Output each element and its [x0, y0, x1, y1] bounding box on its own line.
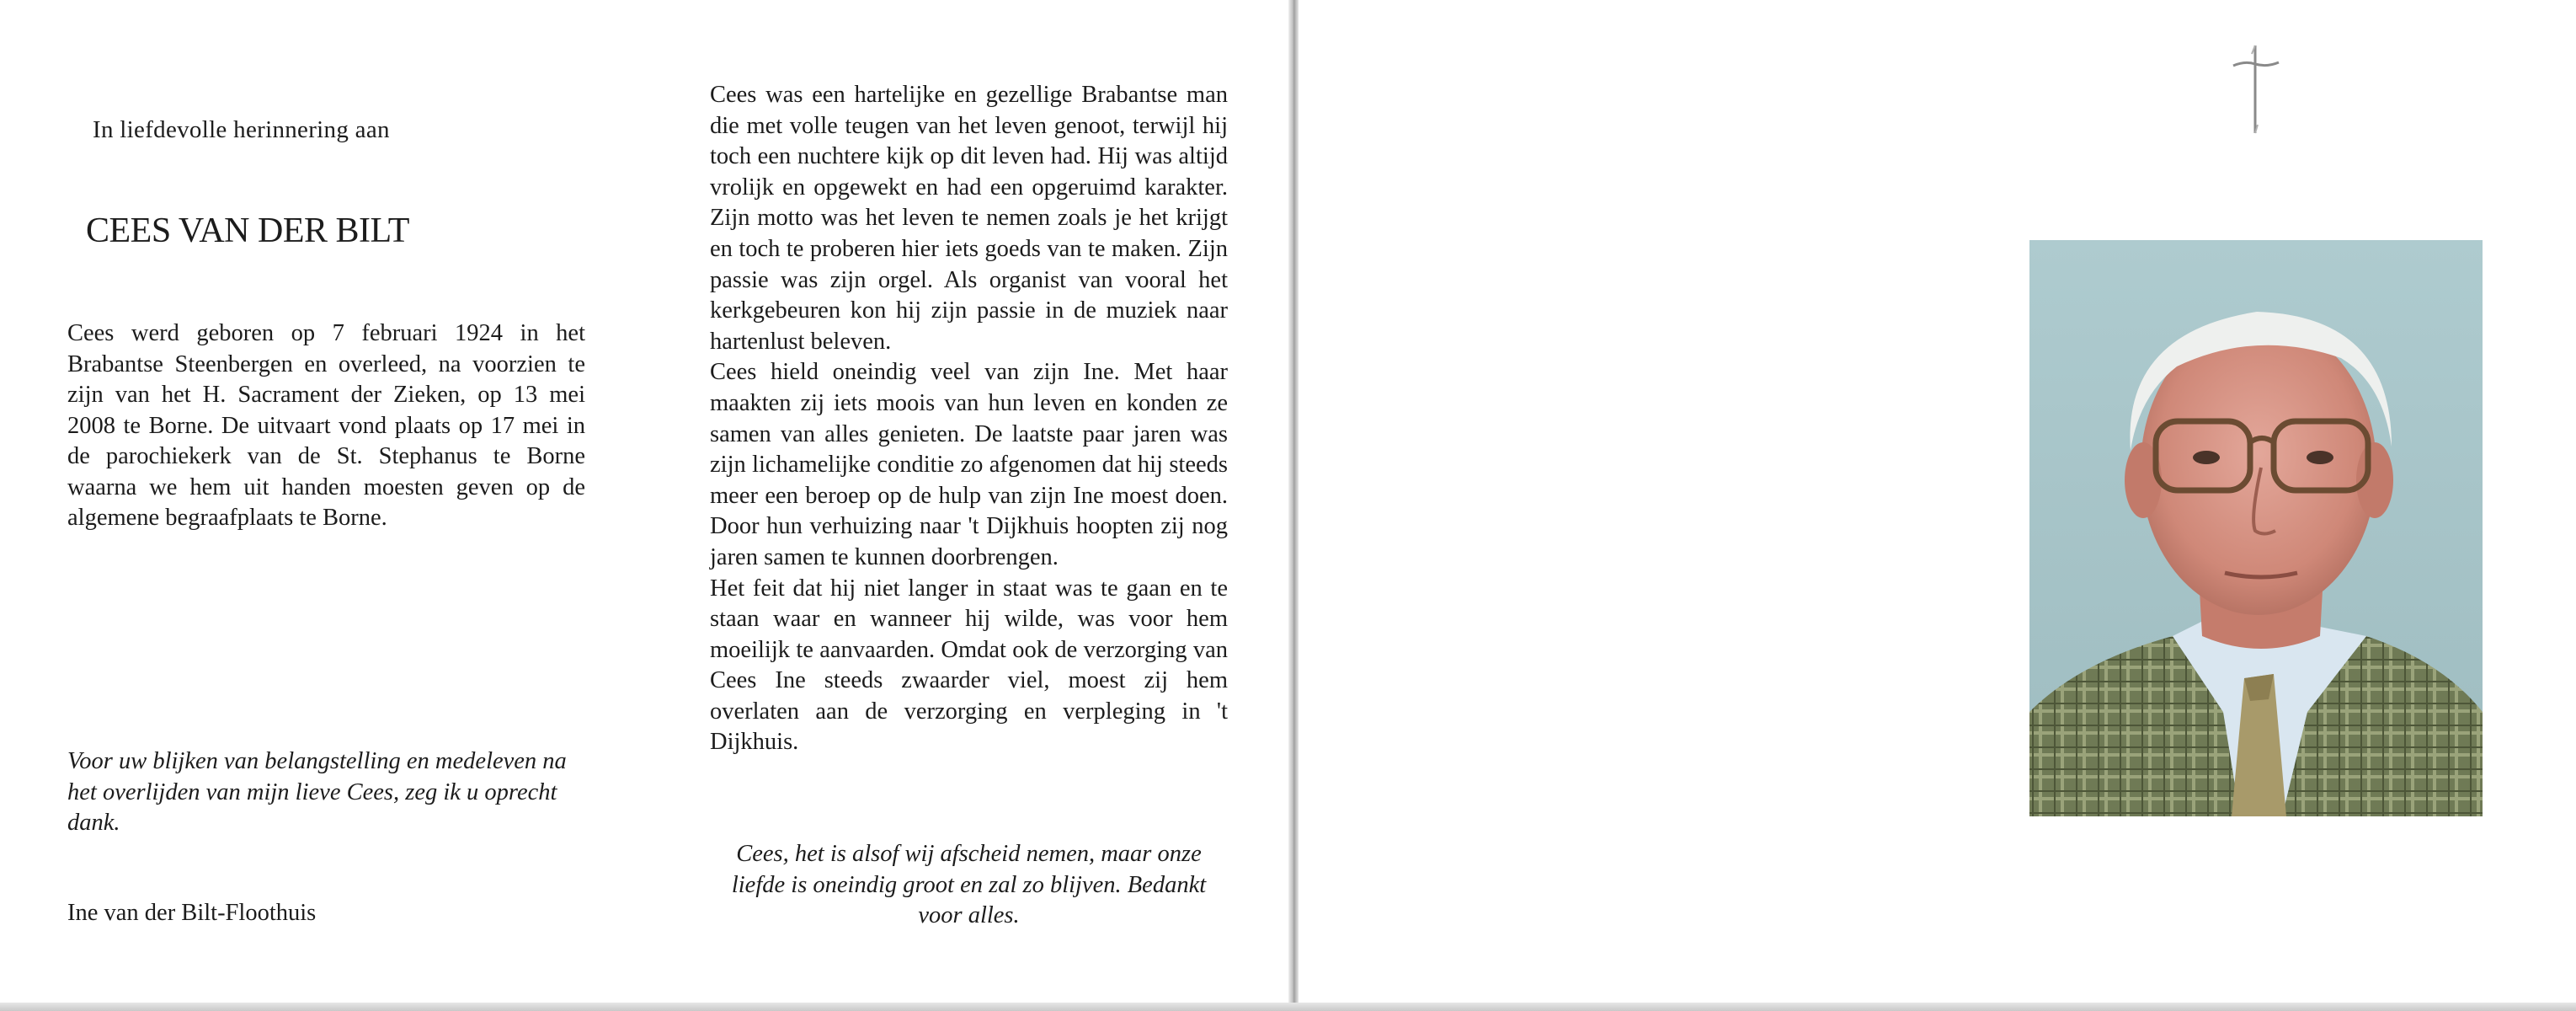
story-paragraph-2: Cees hield oneindig veel van zijn Ine. Met haar maakten zij iets moois van hun leven en konden ze samen van alles genieten. De laatste paar jaren was zijn lichamelijke conditie zo afgenomen dat hij steeds meer een beroep op de hulp van zijn Ine moest doen. Door hun verhuizing naar 't Dijkhuis hoopten zij nog jaren samen te kunnen doorbrengen. [710, 359, 1228, 570]
story-paragraph-1: Cees was een hartelijke en gezellige Brabantse man die met volle teugen van het leven genoot, terwijl hij toch een nuchtere kijk op dit leven had. Hij was altijd vrolijk en opgewekt en had een opgeruimd karakter. Zijn motto was het leven te nemen zoals je het krijgt en toch te proberen hier iets goeds van te maken. Zijn passie was zijn orgel. Als organist van vooral het kerkgebeuren kon hij zijn passie in de muziek naar hartenlust beleven. [710, 82, 1228, 355]
cross-icon [2230, 42, 2280, 135]
life-story [710, 80, 1228, 758]
deceased-name: CEES VAN DER BILT [86, 211, 409, 250]
card-fold [1288, 0, 1299, 1011]
portrait-illustration [2029, 240, 2483, 816]
paper-edge [0, 1003, 2576, 1011]
closing-verse: Cees, het is alsof wij afscheid nemen, maar onze liefde is oneindig groot en zal zo blijven. Bedankt voor alles. [731, 841, 1207, 928]
story-paragraph-3: Het feit dat hij niet langer in staat was te gaan en te staan waar en wanneer hij wilde, was voor hem moeilijk te aanvaarden. Omdat ook de verzorging van Cees Ine steeds zwaarder viel, moest zij hem overlaten aan de verzorging en verpleging in 't Dijkhuis. [710, 575, 1228, 756]
biography-paragraph: Cees werd geboren op 7 februari 1924 in het Brabantse Steenbergen en overleed, na voorzien te zijn van het H. Sacrament der Zieken, op 13 mei 2008 te Borne. De uitvaart vond plaats op 17 mei in de parochiekerk van de St. Stephanus te Borne waarna we hem uit handen moesten geven op de algemene begraafplaats te Borne. [67, 320, 585, 531]
thanks-message: Voor uw blijken van belangstelling en medeleven na het overlijden van mijn lieve Cees, zeg ik u oprecht dank. [67, 748, 567, 836]
portrait-photo [2029, 240, 2483, 816]
left-spread-page [0, 0, 1288, 1004]
signature-line: Ine van der Bilt-Floothuis [67, 900, 317, 926]
intro-line: In liefdevolle herinnering aan [93, 116, 390, 143]
